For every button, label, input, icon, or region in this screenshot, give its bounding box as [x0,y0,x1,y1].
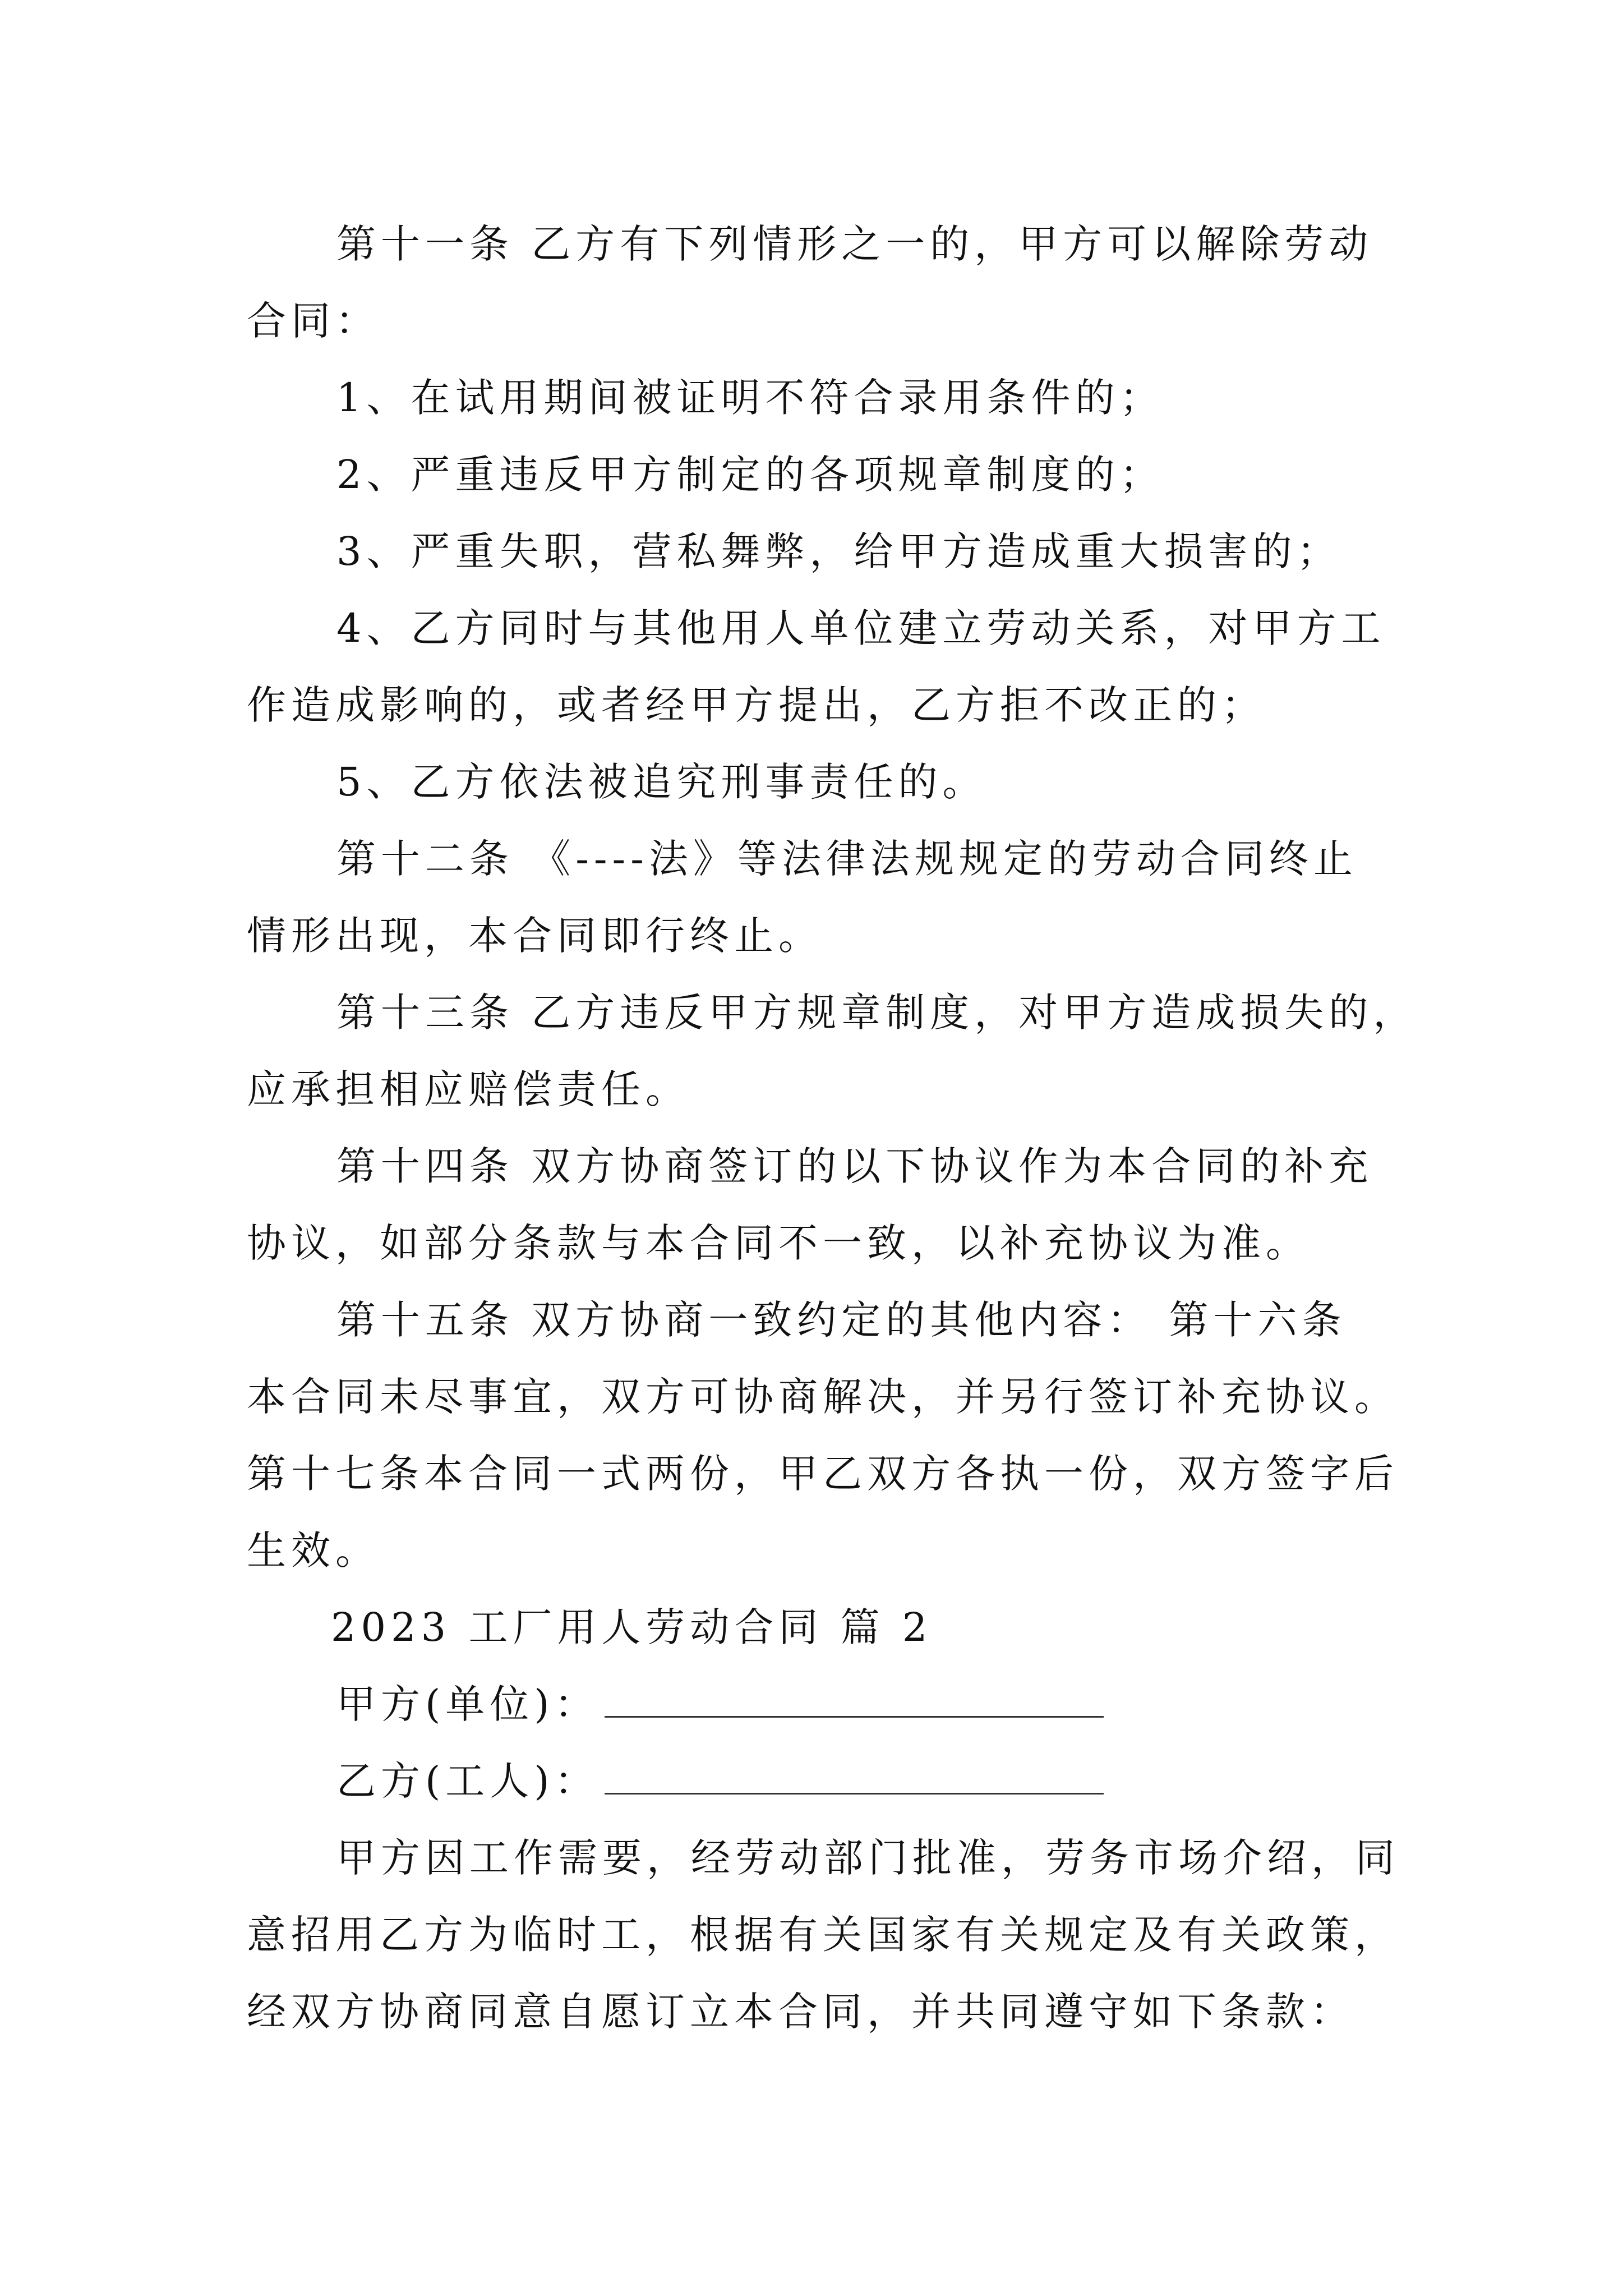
clause-14-line-1: 第十四条 双方协商签订的以下协议作为本合同的补充 [336,1143,1373,1189]
clause-11-item-2: 2、严重违反甲方制定的各项规章制度的； [336,452,1164,498]
party-b-row [336,1756,1104,1806]
clause-12-line-1: 第十二条 《----法》等法律法规规定的劳动合同终止 [336,836,1358,882]
clause-12-line-2: 情形出现，本合同即行终止。 [247,913,823,959]
section-heading: 2023 工厂用人劳动合同 篇 2 [331,1604,933,1650]
clause-13-line-1: 第十三条 乙方违反甲方规章制度，对甲方造成损失的， [336,990,1418,1036]
clause-16-line: 本合同未尽事宜，双方可协商解决，并另行签订补充协议。 [247,1374,1399,1420]
clause-11-item-4-line-2: 作造成影响的，或者经甲方提出，乙方拒不改正的； [247,682,1266,728]
party-b-label: 乙方(工人)： [336,1758,599,1804]
intro-line-1: 甲方因工作需要，经劳动部门批准，劳务市场介绍，同 [336,1835,1400,1881]
clause-15-line-1: 第十五条 双方协商一致约定的其他内容： 第十六条 [336,1297,1347,1343]
clause-17-line-1: 第十七条本合同一式两份，甲乙双方各执一份，双方签字后 [247,1451,1399,1497]
party-a-blank[interactable] [605,1681,1104,1718]
clause-11-item-5: 5、乙方依法被追究刑事责任的。 [336,759,987,805]
clause-17-line-2: 生效。 [247,1527,380,1573]
party-a-row [336,1679,1104,1729]
clause-11-line-1: 第十一条 乙方有下列情形之一的，甲方可以解除劳动 [336,221,1373,267]
party-b-blank[interactable] [605,1758,1104,1795]
party-a-label: 甲方(单位)： [336,1681,599,1727]
clause-11-item-3: 3、严重失职，营私舞弊，给甲方造成重大损害的； [336,528,1341,574]
clause-11-item-4-line-1: 4、乙方同时与其他用人单位建立劳动关系，对甲方工 [336,605,1386,651]
clause-11-line-2: 合同： [247,298,380,344]
intro-line-2: 意招用乙方为临时工，根据有关国家有关规定及有关政策， [247,1912,1399,1958]
clause-11-item-1: 1、在试用期间被证明不符合录用条件的； [336,375,1164,421]
clause-13-line-2: 应承担相应赔偿责任。 [247,1066,690,1112]
intro-line-3: 经双方协商同意自愿订立本合同，并共同遵守如下条款： [247,1989,1354,2035]
clause-14-line-2: 协议，如部分条款与本合同不一致，以补充协议为准。 [247,1220,1310,1266]
